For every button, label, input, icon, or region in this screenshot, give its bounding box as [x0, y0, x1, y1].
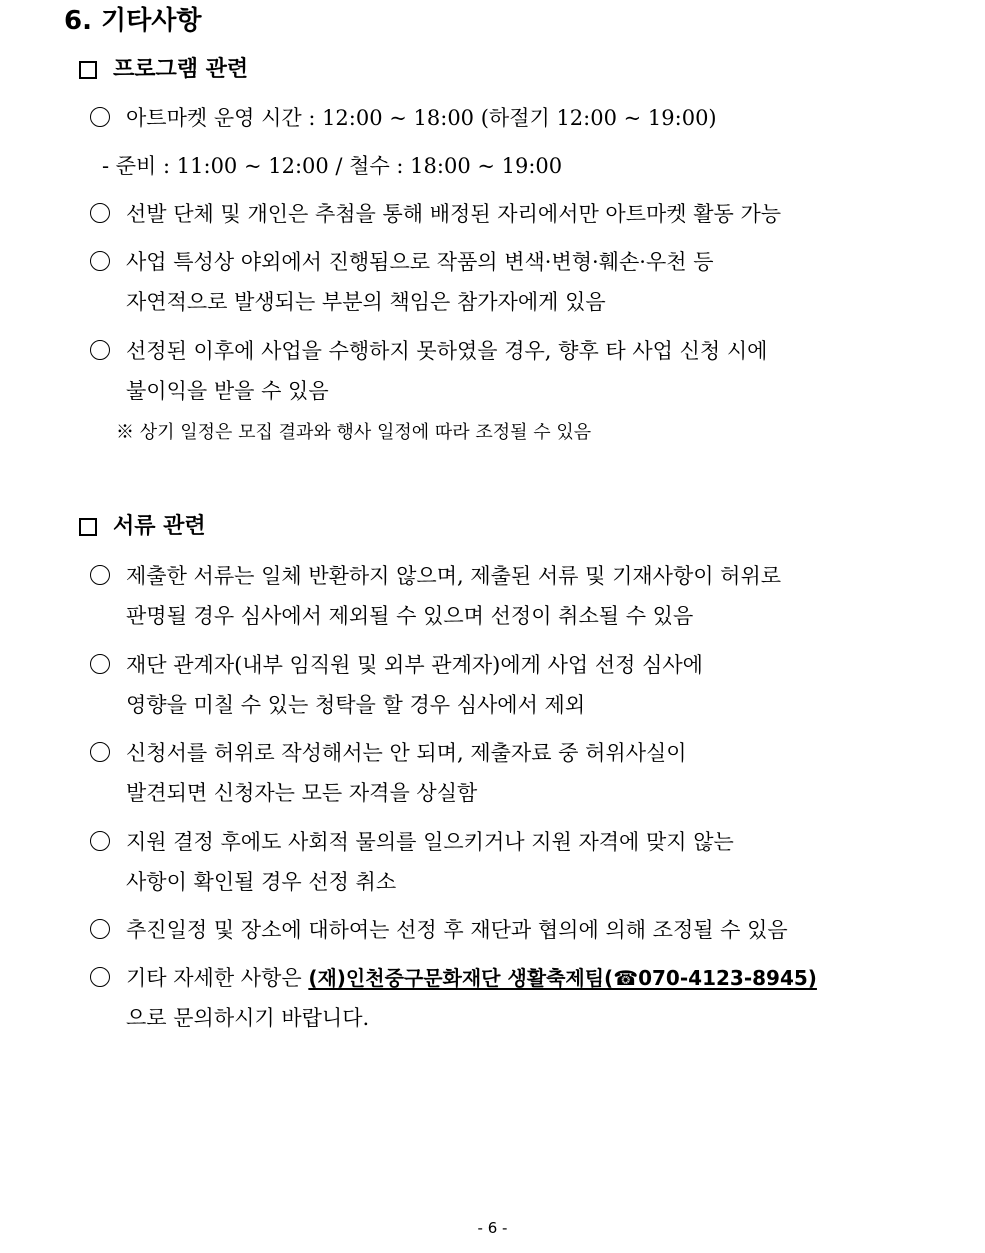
circle-bullet-icon: [90, 742, 110, 762]
contact-prefix: 기타 자세한 사항은: [126, 966, 309, 990]
section-title-text: 서류 관련: [113, 514, 206, 539]
list-item: [90, 194, 930, 234]
circle-bullet-icon: [90, 967, 110, 987]
list-item-text: 추진일정 및 장소에 대하여는 선정 후 재단과 협의에 의해 조정될 수 있음: [126, 918, 788, 942]
sub-item: - 준비 : 11:00 ~ 12:00 / 철수 : 18:00 ~ 19:00: [102, 154, 563, 178]
circle-bullet-icon: [90, 203, 110, 223]
list-item-line: 선정된 이후에 사업을 수행하지 못하였을 경우, 향후 타 사업 신청 시에: [126, 339, 768, 363]
list-item: [90, 910, 930, 950]
circle-bullet-icon: [90, 251, 110, 271]
list-item: [90, 822, 930, 902]
note: ※ 상기 일정은 모집 결과와 행사 일정에 따라 조정될 수 있음: [116, 422, 592, 443]
section-title-documents: [79, 512, 206, 542]
list-item-line: 영향을 미칠 수 있는 청탁을 할 경우 심사에서 제외: [126, 693, 586, 717]
circle-bullet-icon: [90, 654, 110, 674]
list-item: [90, 645, 930, 725]
list-item-line: 지원 결정 후에도 사회적 물의를 일으키거나 지원 자격에 맞지 않는: [126, 830, 734, 854]
contact-info: (재)인천중구문화재단 생활축제팀(☎070-4123-8945): [308, 966, 817, 990]
list-item: [90, 242, 930, 322]
list-item-line: 자연적으로 발생되는 부분의 책임은 참가자에게 있음: [126, 290, 606, 314]
list-item-line: 판명될 경우 심사에서 제외될 수 있으며 선정이 취소될 수 있음: [126, 604, 694, 628]
circle-bullet-icon: [90, 340, 110, 360]
section-title-text: 프로그램 관련: [113, 57, 249, 82]
list-item-line: 사업 특성상 야외에서 진행됨으로 작품의 변색·변형·훼손·우천 등: [126, 250, 714, 274]
circle-bullet-icon: [90, 107, 110, 127]
checkbox-square-icon: [79, 518, 97, 536]
list-item: [90, 733, 930, 813]
list-item-line: 발견되면 신청자는 모든 자격을 상실함: [126, 781, 478, 805]
circle-bullet-icon: [90, 831, 110, 851]
checkbox-square-icon: [79, 61, 97, 79]
list-item-line: 불이익을 받을 수 있음: [126, 379, 329, 403]
list-item-line: 사항이 확인될 경우 선정 취소: [126, 870, 397, 894]
list-item-line: 제출한 서류는 일체 반환하지 않으며, 제출된 서류 및 기재사항이 허위로: [126, 564, 782, 588]
circle-bullet-icon: [90, 919, 110, 939]
list-item-text: 선발 단체 및 개인은 추첨을 통해 배정된 자리에서만 아트마켓 활동 가능: [126, 202, 782, 226]
page-number: - 6 -: [477, 1219, 508, 1237]
list-item-line: 신청서를 허위로 작성해서는 안 되며, 제출자료 중 허위사실이: [126, 741, 687, 765]
list-item: [90, 331, 930, 411]
list-item: [90, 556, 930, 636]
list-item-line: [126, 958, 930, 998]
list-item-line: 으로 문의하시기 바랍니다.: [126, 1006, 370, 1030]
list-item: [90, 958, 930, 1038]
list-item-line: 재단 관계자(내부 임직원 및 외부 관계자)에게 사업 선정 심사에: [126, 653, 703, 677]
circle-bullet-icon: [90, 565, 110, 585]
list-item: [90, 98, 930, 138]
list-item-text: 아트마켓 운영 시간 : 12:00 ~ 18:00 (하절기 12:00 ~ 19:00): [126, 106, 717, 130]
section-heading: 6. 기타사항: [64, 6, 202, 36]
section-title-program: [79, 55, 248, 85]
